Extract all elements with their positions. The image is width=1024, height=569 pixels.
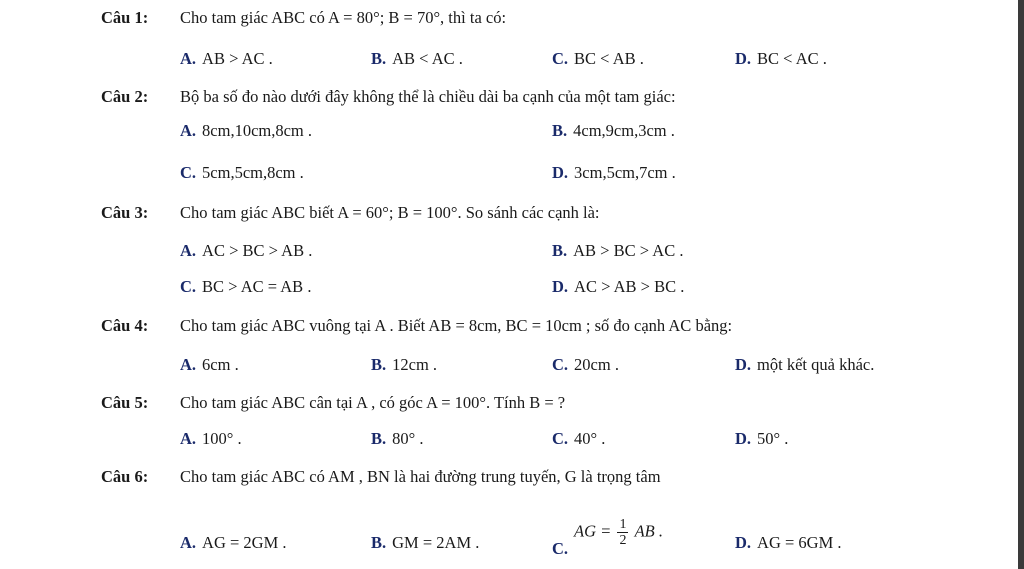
question-4-text: Cho tam giác ABC vuông tại A . Biết AB = 8cm, BC = 10cm ; số đo cạnh AC bằng: xyxy=(180,316,733,335)
q6-option-b[interactable]: B. GM = 2AM . xyxy=(371,533,480,552)
fraction: $\frac{1}{2}$ xyxy=(619,517,627,548)
question-5-text: Cho tam giác ABC cân tại A , có góc A = 100°. Tính B = ? xyxy=(180,393,566,412)
q6-option-d[interactable]: D. AG = 6GM . xyxy=(735,533,842,552)
q6-option-a[interactable]: A. AG = 2GM . xyxy=(180,533,287,552)
question-2-text: Bộ ba số đo nào dưới đây không thể là chiều dài ba cạnh của một tam giác: xyxy=(180,87,676,106)
q1-option-a[interactable]: A. AB > AC . xyxy=(180,49,273,68)
q4-option-a[interactable]: A. 6cm . xyxy=(180,355,239,374)
q6-option-c[interactable]: C.AG = $\frac{1}{2}$ AB . xyxy=(552,517,663,559)
q5-option-a[interactable]: A. 100° . xyxy=(180,429,242,448)
q5-option-c[interactable]: C. 40° . xyxy=(552,429,606,448)
q3-option-a[interactable]: A. AC > BC > AB . xyxy=(180,241,313,260)
question-3-text: Cho tam giác ABC biết A = 60°; B = 100°. So sánh các cạnh là: xyxy=(180,203,600,222)
question-1-text: Cho tam giác ABC có A = 80°; B = 70°, thì ta có: xyxy=(180,8,507,27)
q2-option-c[interactable]: C. 5cm,5cm,8cm . xyxy=(180,163,304,182)
question-6-number: Câu 6: xyxy=(101,467,149,486)
q3-option-b[interactable]: B. AB > BC > AC . xyxy=(552,241,684,260)
q1-option-d[interactable]: D. BC < AC . xyxy=(735,49,827,68)
question-6-text: Cho tam giác ABC có AM , BN là hai đường trung tuyến, G là trọng tâm xyxy=(180,467,661,486)
q5-option-b[interactable]: B. 80° . xyxy=(371,429,424,448)
question-1-number: Câu 1: xyxy=(101,8,149,27)
q2-option-a[interactable]: A. 8cm,10cm,8cm . xyxy=(180,121,313,140)
q2-option-d[interactable]: D. 3cm,5cm,7cm . xyxy=(552,163,676,182)
q2-option-b[interactable]: B. 4cm,9cm,3cm . xyxy=(552,121,675,140)
q3-option-d[interactable]: D. AC > AB > BC . xyxy=(552,277,685,296)
q4-option-d[interactable]: D. một kết quả khác. xyxy=(735,355,875,374)
q4-option-b[interactable]: B. 12cm . xyxy=(371,355,438,374)
q5-option-d[interactable]: D. 50° . xyxy=(735,429,789,448)
q1-option-b[interactable]: B. AB < AC . xyxy=(371,49,463,68)
page-edge xyxy=(1018,0,1024,569)
question-2-number: Câu 2: xyxy=(101,87,149,106)
question-3-number: Câu 3: xyxy=(101,203,149,222)
q1-option-c[interactable]: C. BC < AB . xyxy=(552,49,644,68)
q4-option-c[interactable]: C. 20cm . xyxy=(552,355,619,374)
q3-option-c[interactable]: C. BC > AC = AB . xyxy=(180,277,312,296)
question-5-number: Câu 5: xyxy=(101,393,149,412)
question-4-number: Câu 4: xyxy=(101,316,149,335)
